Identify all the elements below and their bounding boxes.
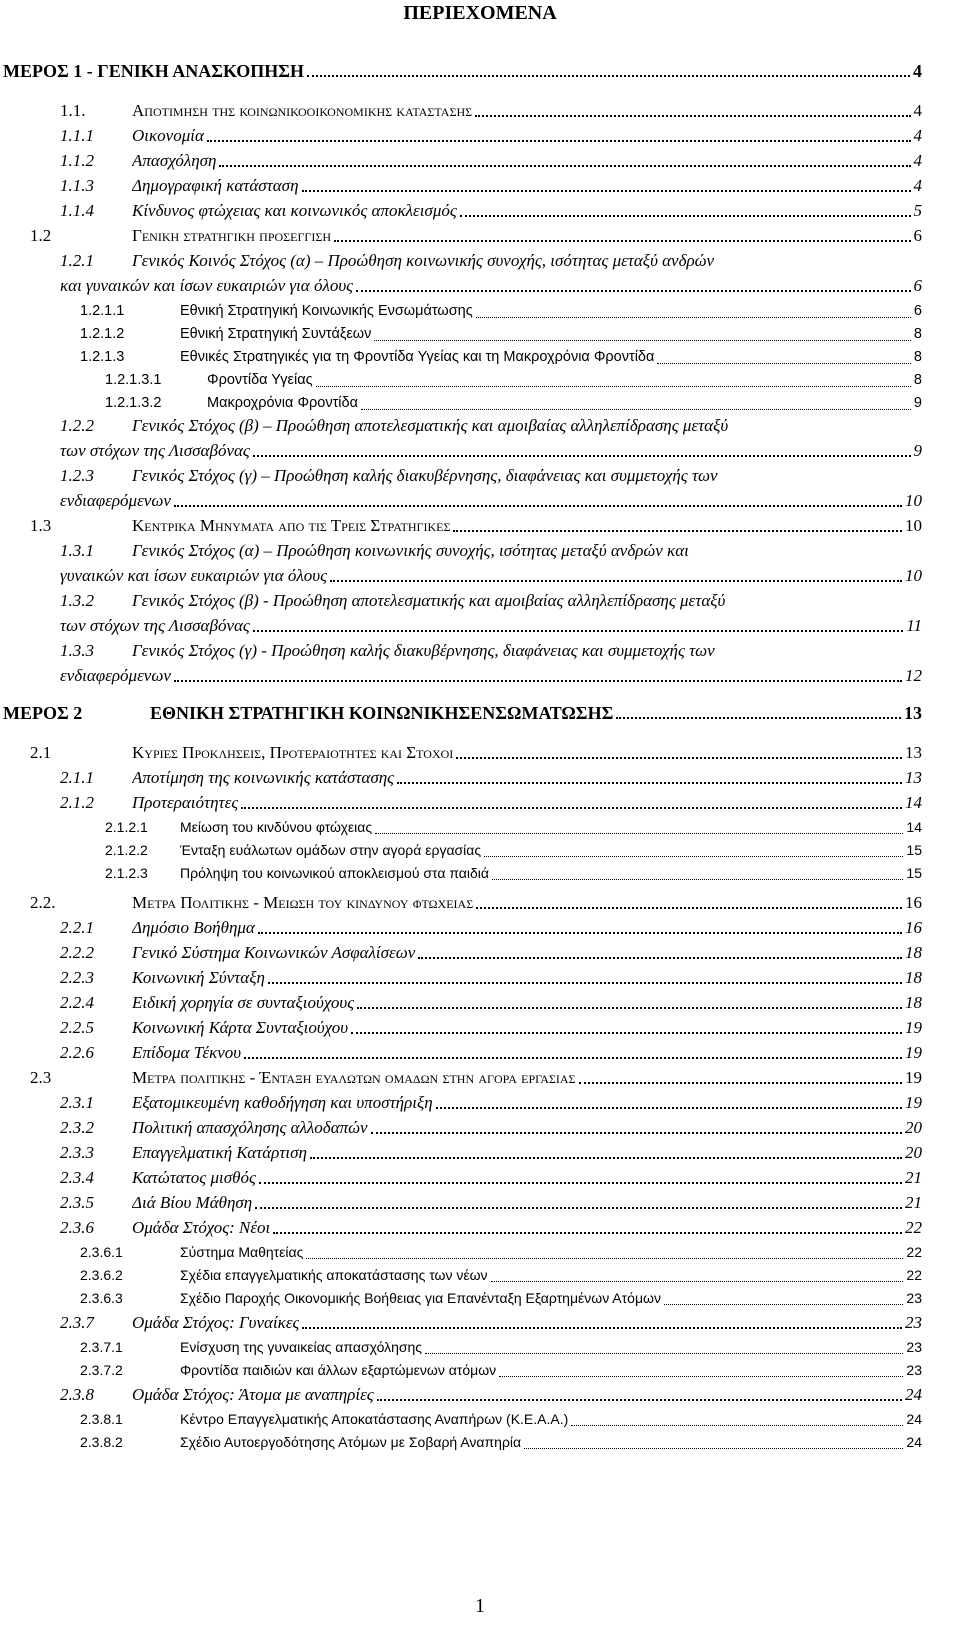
dot-leader [330, 580, 902, 582]
toc-entry-number: 2.1.2.2 [105, 842, 148, 858]
toc-entry[interactable] [0, 1312, 922, 1334]
toc-entry-number: 1.1.4 [60, 201, 94, 220]
toc-entry-page: 22 [906, 1244, 922, 1260]
toc-entry[interactable] [0, 942, 922, 964]
toc-entry-page: 18 [905, 968, 922, 987]
dot-leader [425, 1353, 903, 1354]
toc-entry[interactable] [0, 839, 922, 861]
toc-entry-number: 2.3.4 [60, 1168, 94, 1187]
toc-entry-title: Μακροχρόνια Φροντίδα [207, 395, 358, 411]
dot-leader [174, 505, 902, 507]
toc-entry-page: 20 [905, 1143, 922, 1162]
toc-entry-title: Αποτιμηση της κοινωνικοοικονομικης καταστασης [132, 101, 473, 120]
toc-entry-page: 23 [906, 1362, 922, 1378]
dot-leader [616, 717, 901, 719]
dot-leader [579, 1082, 902, 1084]
toc-entry-page: 8 [913, 372, 922, 388]
toc-entry-title: Σύστημα Μαθητείας [180, 1244, 304, 1260]
toc-entry[interactable] [0, 125, 922, 147]
toc-entry-number: 1.2.1.3.2 [105, 395, 162, 411]
toc-entry-number: ΜΕΡΟΣ 2 [3, 703, 83, 723]
toc-entry-number: 2.3.6 [60, 1218, 94, 1237]
toc-entry-number: 1.2.1.2 [80, 326, 125, 342]
dot-leader [357, 1007, 902, 1009]
toc-entry-title: Οικονομία [132, 126, 204, 145]
toc-entry-title: Εθνικές Στρατηγικές για τη Φροντίδα Υγείας και τη Μακροχρόνια Φροντίδα [180, 349, 655, 365]
toc-entry[interactable] [0, 992, 922, 1014]
toc-entry-page: 8 [913, 349, 922, 365]
dot-leader [268, 982, 902, 984]
toc-entry-page: 19 [905, 1018, 922, 1037]
toc-entry[interactable] [0, 150, 922, 172]
toc-entry-title: Γενικό Σύστημα Κοινωνικών Ασφαλίσεων [132, 943, 416, 962]
dot-leader [371, 1132, 902, 1134]
toc-entry-title: Πολιτική απασχόλησης αλλοδαπών [132, 1118, 368, 1137]
toc-entry[interactable] [0, 200, 922, 222]
dot-leader [377, 1399, 902, 1401]
toc-entry-page: 10 [905, 566, 922, 585]
toc-entry-page: 19 [905, 1068, 922, 1087]
toc-entry-title: Πρόληψη του κοινωνικού αποκλεισμού στα παιδιά [180, 865, 489, 881]
toc-entry-page: 20 [905, 1118, 922, 1137]
toc-entry[interactable] [0, 415, 922, 437]
toc-entry[interactable] [0, 862, 922, 884]
toc-entry-number: 2.2.6 [60, 1043, 94, 1062]
toc-entry[interactable] [0, 175, 922, 197]
toc-entry-number: 2.3.5 [60, 1193, 94, 1212]
toc-entry-title: Φροντίδα Υγείας [207, 372, 313, 388]
toc-entry-number: 2.3.8.1 [80, 1411, 123, 1427]
toc-entry-number: 2.3.7 [60, 1313, 94, 1332]
toc-entry-title: Γενικός Στόχος (γ) – Προώθηση καλής διακυβέρνησης, διαφάνειας και συμμετοχής των [132, 466, 718, 485]
toc-entry-page: 9 [913, 441, 922, 460]
toc-entry-page: 6 [913, 276, 922, 295]
toc-entry[interactable] [0, 1336, 922, 1358]
toc-entry-number: 1.2.1 [60, 251, 94, 270]
toc-entry-number: 1.2.1.1 [80, 303, 125, 319]
toc-entry-page: 4 [913, 176, 922, 195]
toc-entry-page: 11 [906, 616, 922, 635]
toc-entry[interactable] [0, 323, 922, 345]
toc-entry-number: 2.3.7.2 [80, 1362, 123, 1378]
toc-entry-title: ενδιαφερόμενων [60, 666, 171, 685]
toc-entry-page: 10 [905, 491, 922, 510]
toc-entry[interactable] [0, 792, 922, 814]
dot-leader [259, 1182, 902, 1184]
dot-leader [476, 907, 902, 909]
dot-leader [460, 215, 911, 217]
toc-entry-number: 1.2.3 [60, 466, 94, 485]
toc-entry-title: των στόχων της Λισσαβόνας [60, 441, 250, 460]
toc-entry-page: 14 [905, 793, 922, 812]
toc-entry-page: 13 [905, 768, 922, 787]
toc-entry-page: 6 [913, 226, 922, 245]
toc-entry[interactable] [0, 917, 922, 939]
toc-entry-title: Ομάδα Στόχος: Γυναίκες [132, 1313, 300, 1332]
toc-entry[interactable] [0, 1067, 922, 1089]
toc-entry-page: 22 [905, 1218, 922, 1237]
toc-entry-number: 2.2. [30, 893, 56, 912]
toc-entry-title: Επίδομα Τέκνου [132, 1043, 242, 1062]
dot-leader [334, 240, 910, 242]
toc-entry-number: 1.3.3 [60, 641, 94, 660]
toc-entry-number: 2.3.8.2 [80, 1434, 123, 1450]
dot-leader [361, 409, 911, 410]
toc-entry-number: 2.3.2 [60, 1118, 94, 1137]
toc-entry-page: 23 [905, 1313, 922, 1332]
toc-entry-title: Μετρα Πολιτικης - Μειωση του κινδυνου φτωχειας [132, 893, 474, 912]
toc-entry-title: ΕΘΝΙΚΗ ΣΤΡΑΤΗΓΙΚΗ ΚΟΙΝΩΝΙΚΗΣΕΝΣΩΜΑΤΩΣΗΣ [150, 703, 614, 723]
dot-leader [244, 1057, 902, 1059]
toc-entry[interactable] [0, 1092, 922, 1114]
toc-entry-page: 4 [913, 126, 922, 145]
dot-leader [492, 879, 903, 880]
toc-entry[interactable] [0, 767, 922, 789]
toc-entry-title: Μείωση του κινδύνου φτώχειας [180, 819, 373, 835]
dot-leader [475, 115, 910, 117]
dot-leader [316, 386, 911, 387]
toc-entry-page: 10 [905, 516, 922, 535]
toc-entry-number: 1.3.2 [60, 591, 94, 610]
toc-entry[interactable] [0, 590, 922, 612]
dot-leader [657, 363, 911, 364]
page-number: 1 [475, 1595, 485, 1617]
toc-entry-page: 4 [913, 101, 922, 120]
toc-entry[interactable] [0, 1017, 922, 1039]
toc-entry[interactable] [0, 742, 922, 764]
toc-entry[interactable] [0, 665, 922, 687]
toc-entry-page: 18 [905, 993, 922, 1012]
toc-entry-title: Ομάδα Στόχος: Νέοι [132, 1218, 271, 1237]
toc-entry-title: Γενικός Στόχος (γ) - Προώθηση καλής διακυβέρνησης, διαφάνειας και συμμετοχής των [132, 641, 715, 660]
dot-leader [491, 1281, 904, 1282]
toc-entry[interactable] [0, 60, 922, 82]
dot-leader [253, 455, 911, 457]
toc-entry[interactable] [0, 300, 922, 322]
toc-entry-title: Ένταξη ευάλωτων ομάδων στην αγορά εργασίας [180, 842, 482, 858]
toc-entry-title: Κατώτατος μισθός [132, 1168, 256, 1187]
toc-entry-page: 24 [906, 1411, 922, 1427]
toc-entry-page: 22 [906, 1267, 922, 1283]
toc-entry-page: 21 [905, 1193, 922, 1212]
dot-leader [436, 1107, 902, 1109]
toc-entry[interactable] [0, 465, 922, 487]
toc-entry-title: Δημογραφική κατάσταση [132, 176, 299, 195]
toc-entry[interactable] [0, 1117, 922, 1139]
toc-entry-page: 23 [906, 1290, 922, 1306]
toc-entry[interactable] [0, 1264, 922, 1286]
toc-entry[interactable] [0, 100, 922, 122]
toc-entry[interactable] [0, 1384, 922, 1406]
toc-entry[interactable] [0, 892, 922, 914]
toc-entry-title: Εξατομικευμένη καθοδήγηση και υποστήριξη [132, 1093, 433, 1112]
toc-entry-title: και γυναικών και ίσων ευκαιριών για όλους [60, 276, 354, 295]
toc-entry[interactable] [0, 1042, 922, 1064]
toc-entry-page: 24 [906, 1434, 922, 1450]
dot-leader [375, 833, 903, 834]
toc-entry-title: ενδιαφερόμενων [60, 491, 171, 510]
toc-entry-title: Σχέδιο Παροχής Οικονομικής Βοήθειας για Επανένταξη Εξαρτημένων Ατόμων [180, 1290, 661, 1306]
toc-entry-number: 2.3.3 [60, 1143, 94, 1162]
toc-entry-number: 2.3.8 [60, 1385, 94, 1404]
toc-entry-page: 9 [913, 395, 922, 411]
toc-entry-title: Φροντίδα παιδιών και άλλων εξαρτώμενων ατόμων [180, 1362, 497, 1378]
toc-entry[interactable] [0, 369, 922, 391]
toc-entry-title: Κοινωνική Σύνταξη [132, 968, 265, 987]
toc-entry-number: 1.2 [30, 226, 52, 245]
dot-leader [397, 782, 902, 784]
toc-entry-title: Αποτίμηση της κοινωνικής κατάστασης [132, 768, 395, 787]
toc-entry-title: Σχέδιο Αυτοεργοδότησης Ατόμων με Σοβαρή Αναπηρία [180, 1434, 522, 1450]
toc-entry-number: 1.1. [60, 101, 86, 120]
dot-leader [524, 1448, 903, 1449]
dot-leader [219, 165, 910, 167]
toc-entry-page: 21 [905, 1168, 922, 1187]
dot-leader [453, 530, 902, 532]
toc-entry-number: 1.1.1 [60, 126, 94, 145]
toc-entry-title: Ομάδα Στόχος: Άτομα με αναπηρίες [132, 1385, 374, 1404]
toc-entry[interactable] [0, 515, 922, 537]
toc-entry[interactable] [0, 540, 922, 562]
toc-entry-number: 2.1.2.1 [105, 819, 148, 835]
toc-entry-title: Μετρα πολιτικης - Ένταξη ευαλωτων ομαδων στην αγορα εργασιας [132, 1068, 576, 1087]
toc-entry-number: 1.2.2 [60, 416, 94, 435]
toc-entry-title: Κίνδυνος φτώχειας και κοινωνικός αποκλεισμός [132, 201, 457, 220]
toc-entry-title: Απασχόληση [132, 151, 217, 170]
toc-entry[interactable] [0, 565, 922, 587]
toc-entry-title: Προτεραιότητες [132, 793, 239, 812]
toc-entry-number: 2.3 [30, 1068, 52, 1087]
toc-entry-page: 19 [905, 1043, 922, 1062]
toc-entry-title: Σχέδια επαγγελματικής αποκατάστασης των νέων [180, 1267, 488, 1283]
page-title: ΠΕΡΙΕΧΟΜΕΝΑ [403, 2, 557, 24]
toc-entry[interactable] [0, 1217, 922, 1239]
toc-entry[interactable] [0, 250, 922, 272]
dot-leader [302, 1327, 902, 1329]
toc-entry-number: 1.1.2 [60, 151, 94, 170]
toc-entry[interactable] [0, 1192, 922, 1214]
dot-leader [258, 932, 902, 934]
toc-entry[interactable] [0, 615, 922, 637]
dot-leader [484, 856, 903, 857]
toc-entry[interactable] [0, 225, 922, 247]
toc-entry-number: ΜΕΡΟΣ 1 - ΓΕΝΙΚΗ ΑΝΑΣΚΟΠΗΣΗ [3, 61, 304, 81]
toc-entry[interactable] [0, 346, 922, 368]
toc-entry[interactable] [0, 490, 922, 512]
toc-entry-page: 16 [905, 918, 922, 937]
toc-entry[interactable] [0, 392, 922, 414]
dot-leader [273, 1232, 902, 1234]
dot-leader [253, 630, 903, 632]
dot-leader [499, 1376, 903, 1377]
toc-entry-title: Γενικός Κοινός Στόχος (α) – Προώθηση κοινωνικής συνοχής, ισότητας μεταξύ ανδρών [132, 251, 715, 270]
dot-leader [307, 75, 910, 77]
toc-entry-title: των στόχων της Λισσαβόνας [60, 616, 250, 635]
toc-entry[interactable] [0, 1287, 922, 1309]
toc-entry-number: 1.3.1 [60, 541, 94, 560]
toc-entry-number: 1.2.1.3.1 [105, 372, 162, 388]
toc-entry-page: 23 [906, 1339, 922, 1355]
toc-entry[interactable] [0, 1359, 922, 1381]
dot-leader [456, 757, 902, 759]
toc-entry-page: 6 [913, 303, 922, 319]
toc-entry-page: 14 [906, 819, 922, 835]
toc-entry[interactable] [0, 1408, 922, 1430]
toc-entry-page: 5 [913, 201, 922, 220]
toc-entry-number: 2.1.2.3 [105, 865, 148, 881]
toc-entry-title: Ενίσχυση της γυναικείας απασχόλησης [180, 1339, 423, 1355]
toc-entry-title: Γενικός Στόχος (α) – Προώθηση κοινωνικής συνοχής, ισότητας μεταξύ ανδρών και [132, 541, 689, 560]
toc-entry-number: 2.2.2 [60, 943, 94, 962]
toc-entry-title: Κεντρικα Μηνυματα απο τις Τρεις Στρατηγικες [132, 516, 451, 535]
toc-entry-title: Επαγγελματική Κατάρτιση [132, 1143, 307, 1162]
toc-entry-number: 1.2.1.3 [80, 349, 125, 365]
dot-leader [664, 1304, 903, 1305]
toc-entry-title: Εθνική Στρατηγική Συντάξεων [180, 326, 372, 342]
toc-entry-page: 12 [905, 666, 922, 685]
toc-entry-page: 16 [905, 893, 922, 912]
toc-entry[interactable] [0, 1167, 922, 1189]
dot-leader [174, 680, 902, 682]
toc-entry-title: Δημόσιο Βοήθημα [132, 918, 255, 937]
dot-leader [241, 807, 902, 809]
toc-entry-title: Διά Βίου Μάθηση [132, 1193, 253, 1212]
dot-leader [374, 340, 911, 341]
toc-entry-number: 2.3.7.1 [80, 1339, 123, 1355]
toc-entry-number: 2.1 [30, 743, 52, 762]
toc-entry-number: 1.1.3 [60, 176, 94, 195]
toc-entry[interactable] [0, 816, 922, 838]
toc-entry-title: γυναικών και ίσων ευκαιριών για όλους [60, 566, 327, 585]
dot-leader [351, 1032, 902, 1034]
toc-entry-page: 13 [904, 703, 922, 723]
toc-entry-number: 2.3.1 [60, 1093, 94, 1112]
toc-entry[interactable] [0, 440, 922, 462]
toc-entry-page: 15 [906, 842, 922, 858]
toc-entry-title: Ειδική χορηγία σε συνταξιούχους [132, 993, 355, 1012]
dot-leader [255, 1207, 902, 1209]
toc-entry[interactable] [0, 967, 922, 989]
dot-leader [476, 317, 911, 318]
toc-entry[interactable] [0, 702, 922, 724]
toc-entry-number: 2.2.4 [60, 993, 94, 1012]
toc-entry-title: Γενικη στρατηγικη προσεγγιση [132, 226, 332, 245]
toc-entry-page: 4 [913, 61, 922, 81]
toc-entry-page: 15 [906, 865, 922, 881]
toc-entry-page: 19 [905, 1093, 922, 1112]
toc-entry[interactable] [0, 640, 922, 662]
dot-leader [306, 1258, 903, 1259]
dot-leader [418, 957, 902, 959]
toc-entry[interactable] [0, 1142, 922, 1164]
toc-entry-title: Εθνική Στρατηγική Κοινωνικής Ενσωμάτωσης [180, 303, 473, 319]
toc-entry-title: Κυριες Προκλησεις, Προτεραιοτητες και Στοχοι [132, 743, 454, 762]
toc-entry-number: 2.2.1 [60, 918, 94, 937]
toc-entry-number: 2.2.3 [60, 968, 94, 987]
toc-entry-number: 2.3.6.3 [80, 1290, 123, 1306]
toc-entry-page: 8 [913, 326, 922, 342]
toc-entry-page: 24 [905, 1385, 922, 1404]
toc-entry-title: Κοινωνική Κάρτα Συνταξιούχου [132, 1018, 349, 1037]
toc-entry-number: 2.1.1 [60, 768, 94, 787]
toc-entry-number: 2.3.6.1 [80, 1244, 123, 1260]
toc-entry[interactable] [0, 275, 922, 297]
toc-entry-number: 1.3 [30, 516, 52, 535]
dot-leader [207, 140, 911, 142]
toc-entry-number: 2.1.2 [60, 793, 94, 812]
dot-leader [310, 1157, 902, 1159]
toc-entry-title: Γενικός Στόχος (β) - Προώθηση αποτελεσματικής και αμοιβαίας αλληλεπίδρασης μεταξύ [132, 591, 726, 610]
toc-entry-page: 18 [905, 943, 922, 962]
toc-entry[interactable] [0, 1431, 922, 1453]
toc-entry-page: 13 [905, 743, 922, 762]
toc-entry-title: Κέντρο Επαγγελματικής Αποκατάστασης Αναπήρων (Κ.Ε.Α.Α.) [180, 1411, 569, 1427]
toc-entry-number: 2.2.5 [60, 1018, 94, 1037]
dot-leader [356, 290, 910, 292]
toc-entry-page: 4 [913, 151, 922, 170]
toc-entry-number: 2.3.6.2 [80, 1267, 123, 1283]
dot-leader [571, 1425, 903, 1426]
toc-entry[interactable] [0, 1241, 922, 1263]
toc-entry-title: Γενικός Στόχος (β) – Προώθηση αποτελεσματικής και αμοιβαίας αλληλεπίδρασης μεταξύ [132, 416, 729, 435]
dot-leader [302, 190, 911, 192]
